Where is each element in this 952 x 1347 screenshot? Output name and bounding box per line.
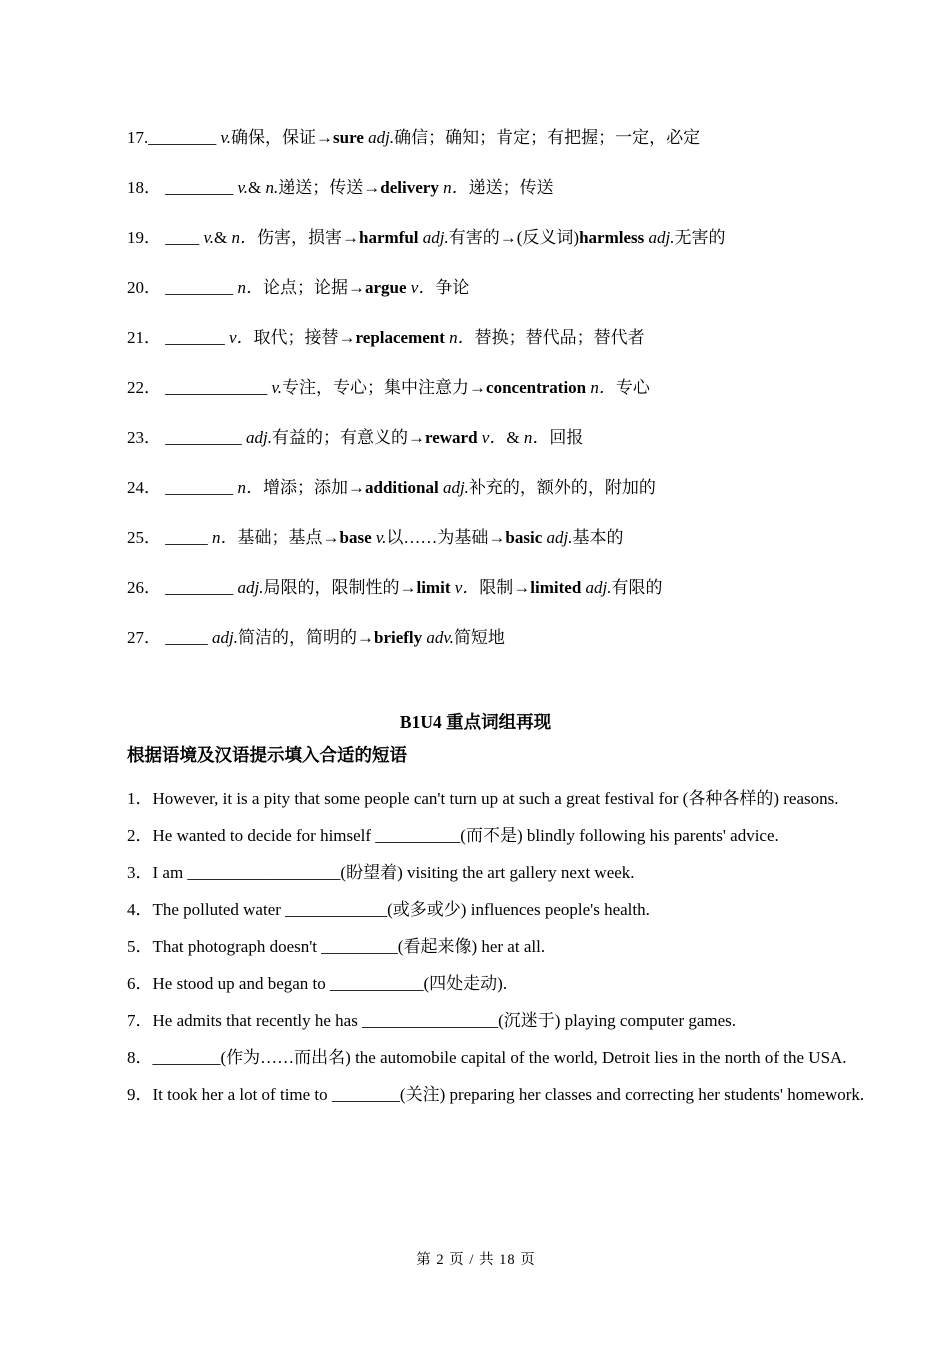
vocab-keyword: base [339, 528, 376, 547]
text-run: _______ [165, 328, 229, 347]
part-of-speech-label: n. [265, 178, 279, 197]
part-of-speech-label: v． [229, 328, 254, 347]
text-run: 20． [127, 278, 166, 297]
text-run: 递送；传送 [468, 178, 554, 197]
part-of-speech-label: v. [203, 228, 215, 247]
vocab-item [85, 113, 866, 163]
text-run: _____ [165, 628, 212, 647]
phrase-fill-in-list [85, 780, 866, 1113]
part-of-speech-label: n． [443, 178, 469, 197]
phrase-item: 5．That photograph doesn't _________(看起来像) her at all. [127, 937, 546, 956]
vocab-keyword: harmless [579, 228, 649, 247]
text-run: ________ [165, 478, 238, 497]
vocab-keyword: sure [333, 128, 369, 147]
text-run: 取代；接替→ [253, 328, 356, 347]
phrase-item: 8．________(作为……而出名) the automobile capital of the world, Detroit lies in the north of the USA. [127, 1048, 847, 1067]
vocab-item [85, 263, 866, 313]
vocab-item [85, 413, 866, 463]
text-run: ________ [165, 578, 238, 597]
part-of-speech-label: v． [481, 428, 507, 447]
part-of-speech-label: n． [449, 328, 475, 347]
text-run: 有益的；有意义的→ [271, 428, 425, 447]
vocab-item [85, 163, 866, 213]
page-footer: 第 2 页 / 共 18 页 [416, 1252, 536, 1268]
part-of-speech-label: adj. [212, 628, 238, 647]
vocab-keyword: briefly [373, 628, 427, 647]
text-run: 补充的，额外的，附加的 [468, 478, 656, 497]
vocab-keyword: harmful [359, 228, 423, 247]
text-run: 局限的，限制性的→ [263, 578, 417, 597]
part-of-speech-label: n． [237, 478, 263, 497]
vocab-keyword: argue [365, 278, 411, 297]
vocab-keyword: limited [530, 578, 586, 597]
text-run: & [248, 178, 266, 197]
vocab-item [85, 363, 866, 413]
text-run: 26． [127, 578, 166, 597]
vocab-keyword: concentration [486, 378, 591, 397]
text-run: _____ [165, 528, 212, 547]
text-run: 简短地 [453, 628, 505, 647]
text-run: 27． [127, 628, 166, 647]
text-run: 有限的 [611, 578, 663, 597]
text-run: 有害的→(反义词) [448, 228, 580, 247]
text-run: 25． [127, 528, 166, 547]
text-run: 限制→ [479, 578, 531, 597]
text-run: 替换；替代品；替代者 [474, 328, 645, 347]
text-run: & [214, 228, 232, 247]
vocab-keyword: reward [424, 428, 482, 447]
vocab-item [85, 563, 866, 613]
text-run: ________ [148, 128, 221, 147]
text-run: 基础；基点→ [237, 528, 340, 547]
text-run: 22． [127, 378, 166, 397]
text-run: 24． [127, 478, 166, 497]
text-run: 基本的 [572, 528, 624, 547]
phrase-item: 1．However, it is a pity that some people can't turn up at such a great festival for (各种各样的) reasons. [127, 789, 839, 808]
text-run: 19． [127, 228, 166, 247]
part-of-speech-label: v. [237, 178, 249, 197]
vocab-keyword: basic [505, 528, 547, 547]
text-run: 确保，保证→ [231, 128, 334, 147]
text-run: 伤害，损害→ [257, 228, 360, 247]
text-run: _________ [165, 428, 246, 447]
text-run: & [506, 428, 524, 447]
part-of-speech-label: adj. [648, 228, 675, 247]
phrase-item: 6．He stood up and began to ___________(四处走动). [127, 974, 508, 993]
text-run: 专心 [615, 378, 650, 397]
text-run: 论点；论据→ [263, 278, 365, 297]
phrase-item: 4．The polluted water ____________(或多或少) influences people's health. [127, 900, 650, 919]
part-of-speech-label: v. [375, 528, 387, 547]
text-run: 以……为基础→ [386, 528, 506, 547]
section-title: B1U4 重点词组再现 [399, 712, 552, 732]
part-of-speech-label: n． [590, 378, 616, 397]
vocab-keyword: additional [365, 478, 443, 497]
part-of-speech-label: adj. [368, 128, 395, 147]
text-run: 增添；添加→ [263, 478, 365, 497]
part-of-speech-label: adj. [442, 478, 469, 497]
text-run: 争论 [435, 278, 470, 297]
vocab-item [85, 613, 866, 663]
part-of-speech-label: adj. [546, 528, 573, 547]
phrase-item: 3．I am __________________(盼望着) visiting the art gallery next week. [127, 863, 635, 882]
text-run: 回报 [549, 428, 584, 447]
phrase-item: 2．He wanted to decide for himself __________(而不是) blindly following his parents' advice. [127, 826, 779, 845]
text-run: 简洁的，简明的→ [237, 628, 374, 647]
vocab-word-formation-list [85, 113, 866, 663]
text-run: ________ [165, 278, 238, 297]
vocab-keyword: delivery [380, 178, 444, 197]
part-of-speech-label: adj. [246, 428, 272, 447]
part-of-speech-label: adj. [585, 578, 612, 597]
text-run: 确信；确知；肯定；有把握；一定，必定 [394, 128, 701, 147]
phrase-item: 9．It took her a lot of time to ________(关注) preparing her classes and correcting her students' homework. [127, 1085, 865, 1104]
vocab-keyword: limit [416, 578, 455, 597]
part-of-speech-label: v. [220, 128, 232, 147]
text-run: 23． [127, 428, 166, 447]
part-of-speech-label: n． [523, 428, 550, 447]
part-of-speech-label: adj. [237, 578, 264, 597]
section-instruction: 根据语境及汉语提示填入合适的短语 [127, 745, 407, 765]
vocab-item [85, 463, 866, 513]
part-of-speech-label: v． [454, 578, 480, 597]
text-run: 专注，专心；集中注意力→ [282, 378, 487, 397]
phrase-item: 7．He admits that recently he has ________________(沉迷于) playing computer games. [127, 1011, 737, 1030]
vocab-keyword: replacement [355, 328, 450, 347]
part-of-speech-label: n． [237, 278, 263, 297]
part-of-speech-label: adj. [422, 228, 449, 247]
text-run: 无害的 [674, 228, 726, 247]
vocab-item [85, 213, 866, 263]
text-run: 18． [127, 178, 166, 197]
text-run: ____ [165, 228, 204, 247]
part-of-speech-label: v． [410, 278, 436, 297]
text-run: ____________ [165, 378, 272, 397]
vocab-item [85, 513, 866, 563]
text-run: 21． [127, 328, 166, 347]
vocab-item [85, 313, 866, 363]
part-of-speech-label: adv. [426, 628, 454, 647]
part-of-speech-label: n． [212, 528, 238, 547]
text-run: 17. [127, 128, 149, 147]
part-of-speech-label: v. [271, 378, 283, 397]
text-run: ________ [165, 178, 238, 197]
part-of-speech-label: n． [231, 228, 258, 247]
text-run: 递送；传送→ [278, 178, 381, 197]
